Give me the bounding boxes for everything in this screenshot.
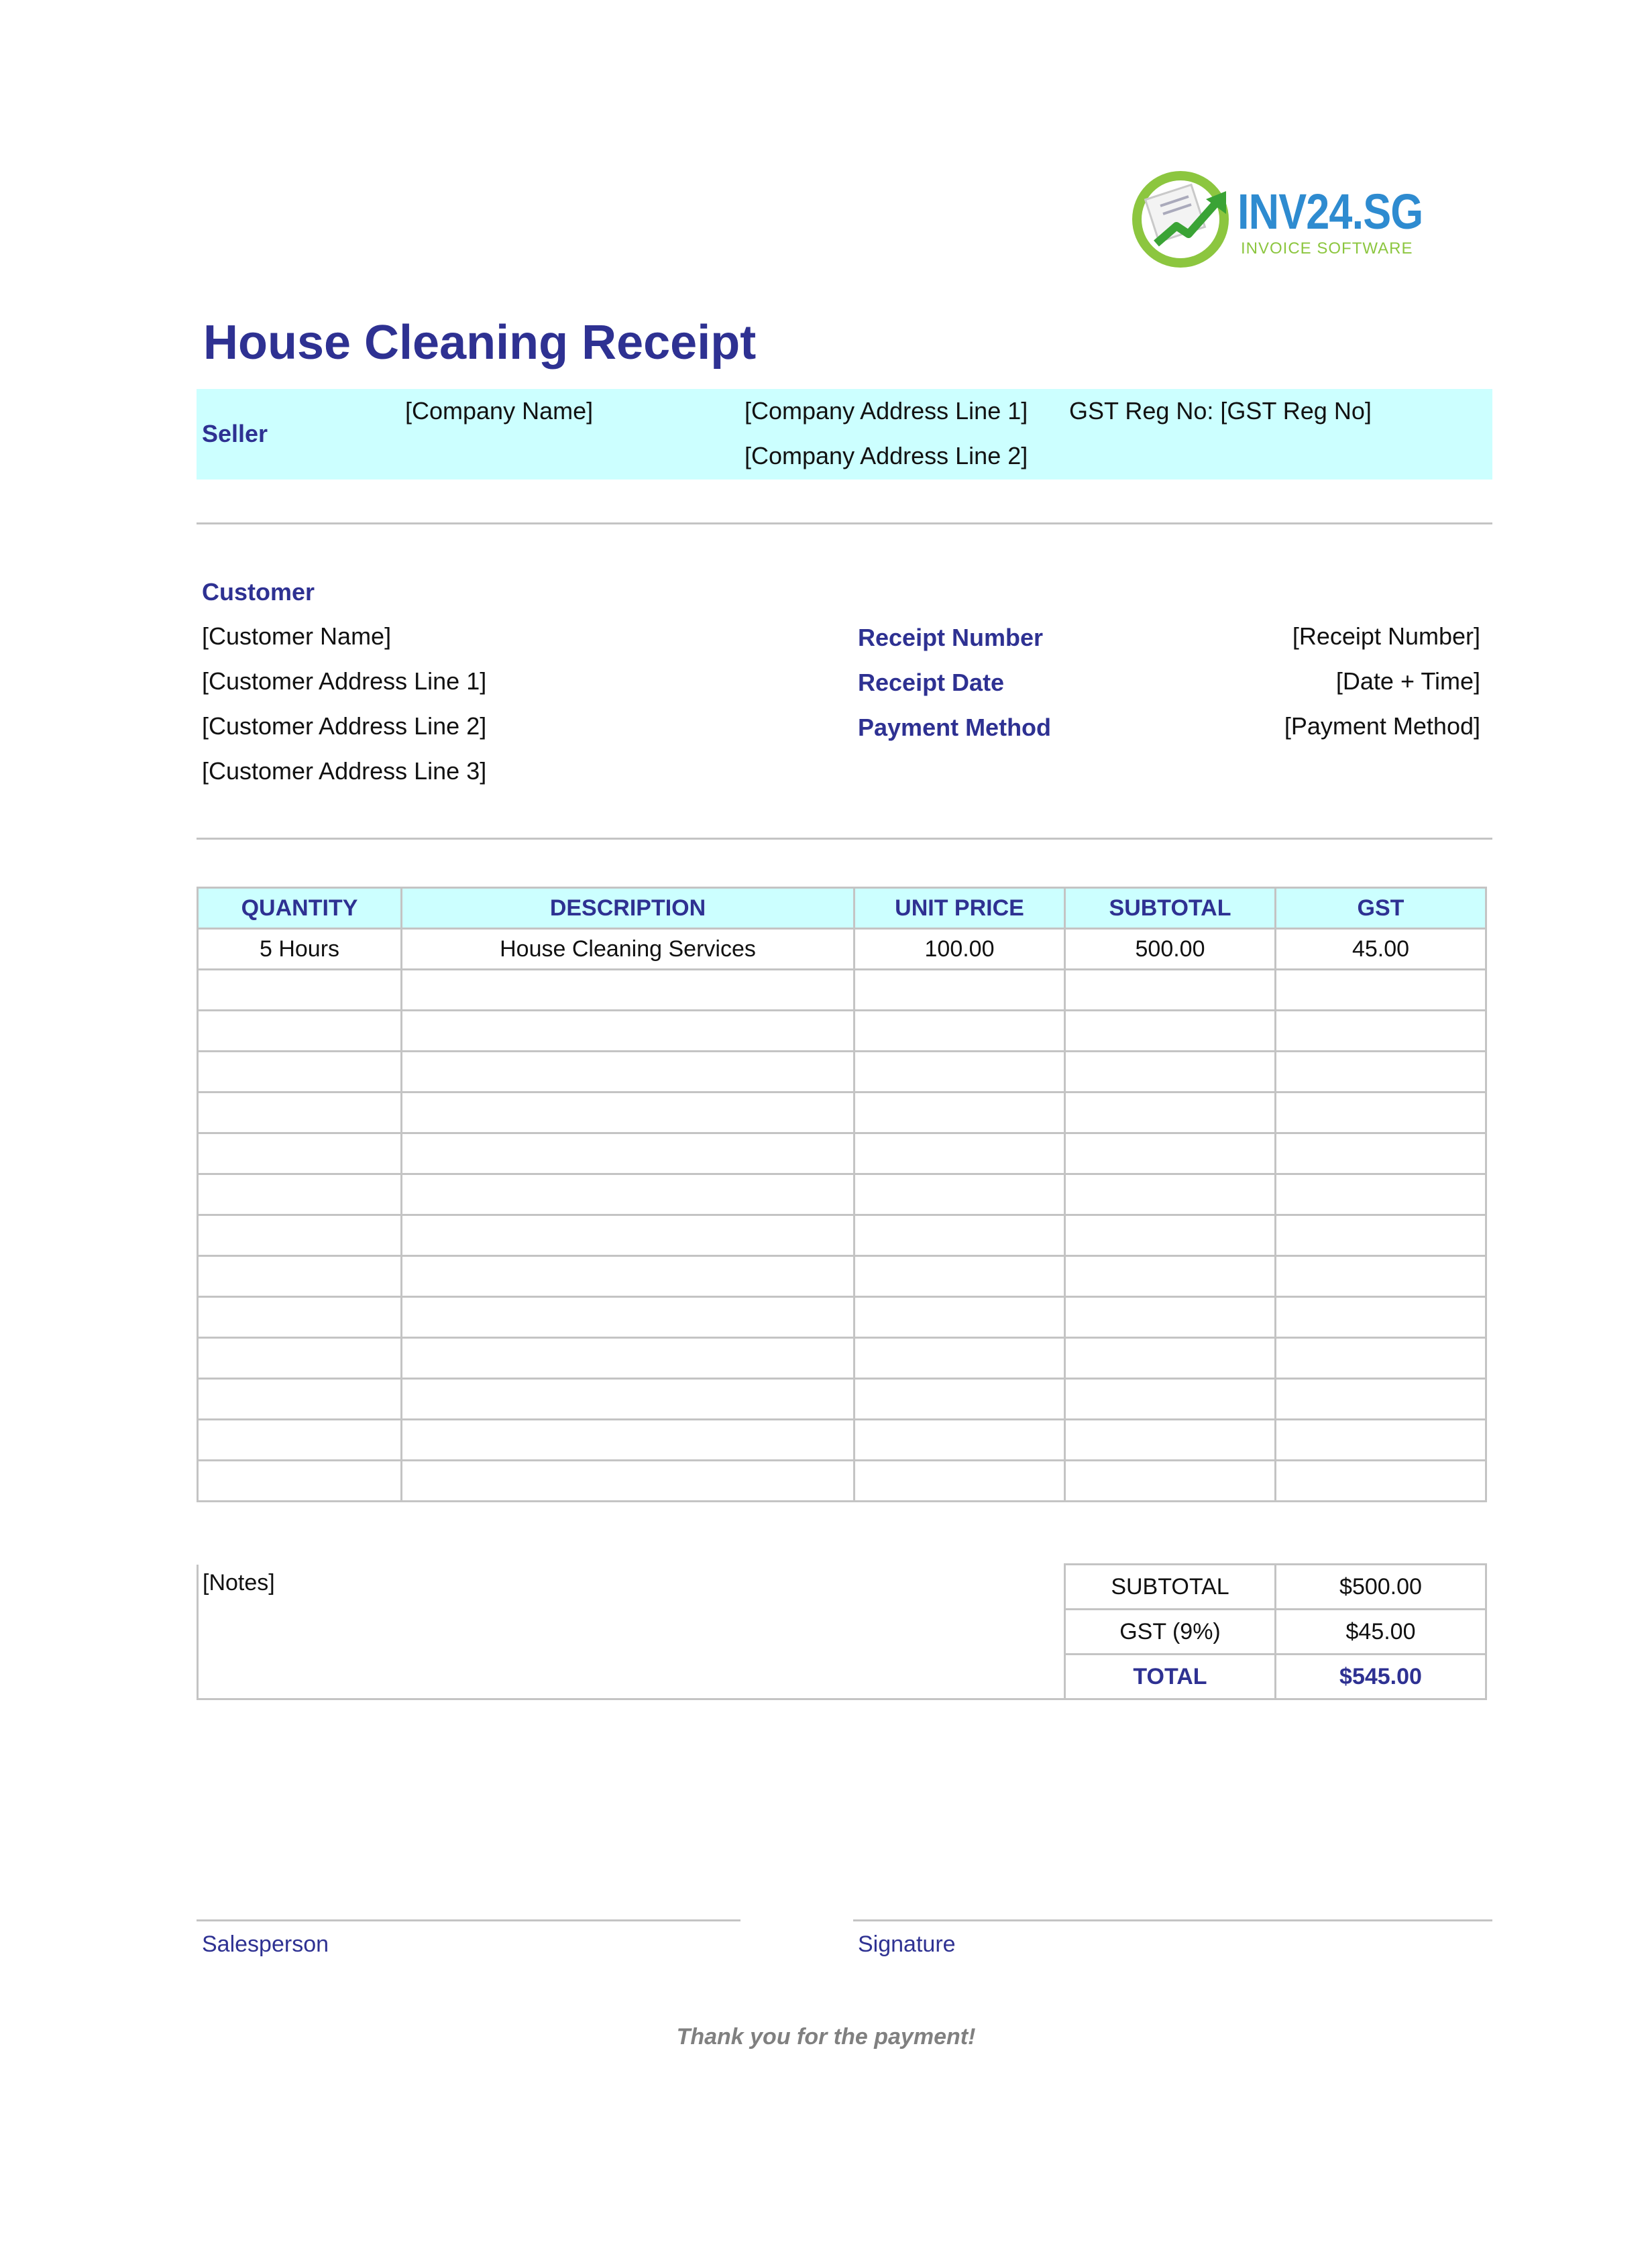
table-row: [198, 1379, 1486, 1420]
gst-value: $45.00: [1276, 1610, 1486, 1655]
cell-description[interactable]: [402, 1092, 855, 1133]
col-header-gst: GST: [1276, 888, 1486, 929]
customer-label: Customer: [202, 578, 315, 606]
cell-description[interactable]: [402, 1256, 855, 1297]
items-table: [197, 887, 1487, 1502]
table-row: [198, 1092, 1486, 1133]
cell-gst[interactable]: [1276, 1338, 1486, 1379]
cell-quantity[interactable]: [198, 1256, 402, 1297]
cell-quantity[interactable]: [198, 1011, 402, 1052]
customer-address-line-1[interactable]: [Customer Address Line 1]: [202, 667, 487, 695]
cell-subtotal[interactable]: [1065, 1379, 1276, 1420]
cell-description[interactable]: [402, 1011, 855, 1052]
company-logo: [1127, 164, 1449, 272]
cell-gst[interactable]: [1276, 1420, 1486, 1461]
payment-method-label: Payment Method: [858, 714, 1052, 741]
cell-gst[interactable]: [1276, 970, 1486, 1011]
cell-unit-price[interactable]: [855, 1133, 1065, 1174]
customer-name[interactable]: [Customer Name]: [202, 622, 392, 650]
customer-address-line-3[interactable]: [Customer Address Line 3]: [202, 757, 487, 785]
total-label: TOTAL: [1065, 1655, 1276, 1699]
table-row: [198, 1011, 1486, 1052]
signature-label: Signature: [858, 1931, 956, 1957]
table-row: [198, 1297, 1486, 1338]
logo-tagline: INVOICE SOFTWARE: [1241, 239, 1413, 258]
subtotal-label: SUBTOTAL: [1065, 1565, 1276, 1610]
divider: [197, 522, 1492, 524]
cell-subtotal[interactable]: [1065, 1052, 1276, 1092]
customer-address-line-2[interactable]: [Customer Address Line 2]: [202, 712, 487, 740]
cell-gst[interactable]: [1276, 1297, 1486, 1338]
cell-unit-price[interactable]: [855, 1092, 1065, 1133]
table-header-row: [198, 888, 1486, 929]
cell-quantity[interactable]: 5 Hours: [198, 929, 402, 970]
cell-quantity[interactable]: [198, 1215, 402, 1256]
cell-quantity[interactable]: [198, 970, 402, 1011]
cell-description[interactable]: [402, 1133, 855, 1174]
table-row: [198, 1420, 1486, 1461]
cell-gst[interactable]: [1276, 1052, 1486, 1092]
cell-quantity[interactable]: [198, 1338, 402, 1379]
cell-subtotal[interactable]: [1065, 1011, 1276, 1052]
cell-gst[interactable]: [1276, 1011, 1486, 1052]
cell-subtotal[interactable]: [1065, 1092, 1276, 1133]
table-row: [198, 1174, 1486, 1215]
table-row: [198, 1052, 1486, 1092]
seller-label: Seller: [202, 420, 268, 447]
gst-label: GST (9%): [1065, 1610, 1276, 1655]
logo-icon: [1127, 164, 1234, 272]
table-row: [198, 1215, 1486, 1256]
cell-description[interactable]: [402, 1420, 855, 1461]
cell-unit-price[interactable]: [855, 1011, 1065, 1052]
col-header-quantity: QUANTITY: [198, 888, 402, 929]
table-row: [198, 1133, 1486, 1174]
col-header-unit-price: UNIT PRICE: [855, 888, 1065, 929]
cell-description[interactable]: [402, 1215, 855, 1256]
cell-gst[interactable]: 45.00: [1276, 929, 1486, 970]
cell-description[interactable]: [402, 1461, 855, 1502]
cell-unit-price[interactable]: [855, 1420, 1065, 1461]
col-header-description: DESCRIPTION: [402, 888, 855, 929]
cell-description[interactable]: [402, 1338, 855, 1379]
cell-unit-price[interactable]: [855, 1052, 1065, 1092]
cell-quantity[interactable]: [198, 1092, 402, 1133]
salesperson-line: [197, 1919, 740, 1921]
cell-quantity[interactable]: [198, 1379, 402, 1420]
cell-unit-price[interactable]: [855, 970, 1065, 1011]
payment-method-value[interactable]: [Payment Method]: [1284, 712, 1480, 740]
cell-unit-price[interactable]: [855, 1215, 1065, 1256]
cell-unit-price[interactable]: 100.00: [855, 929, 1065, 970]
cell-description[interactable]: [402, 1052, 855, 1092]
notes-field[interactable]: [Notes]: [198, 1565, 1065, 1699]
cell-subtotal[interactable]: [1065, 1133, 1276, 1174]
receipt-number-label: Receipt Number: [858, 624, 1044, 651]
cell-quantity[interactable]: [198, 1461, 402, 1502]
summary-table: [197, 1563, 1487, 1700]
table-row: [198, 1338, 1486, 1379]
cell-quantity[interactable]: [198, 1052, 402, 1092]
signature-line: [853, 1919, 1492, 1921]
cell-quantity[interactable]: [198, 1174, 402, 1215]
subtotal-value: $500.00: [1276, 1565, 1486, 1610]
cell-gst[interactable]: [1276, 1215, 1486, 1256]
cell-description[interactable]: [402, 1174, 855, 1215]
cell-description[interactable]: [402, 1297, 855, 1338]
cell-gst[interactable]: [1276, 1174, 1486, 1215]
cell-subtotal[interactable]: [1065, 1256, 1276, 1297]
cell-quantity[interactable]: [198, 1420, 402, 1461]
cell-subtotal[interactable]: [1065, 1297, 1276, 1338]
cell-description[interactable]: [402, 1379, 855, 1420]
cell-unit-price[interactable]: [855, 1297, 1065, 1338]
table-row: [198, 1461, 1486, 1502]
company-name[interactable]: [Company Name]: [405, 397, 594, 425]
cell-subtotal[interactable]: [1065, 1461, 1276, 1502]
cell-subtotal[interactable]: [1065, 1174, 1276, 1215]
cell-gst[interactable]: [1276, 1379, 1486, 1420]
table-row: [198, 970, 1486, 1011]
total-value: $545.00: [1276, 1655, 1486, 1699]
salesperson-label: Salesperson: [202, 1931, 329, 1957]
divider: [197, 838, 1492, 840]
receipt-date-label: Receipt Date: [858, 669, 1005, 696]
gst-reg-no[interactable]: GST Reg No: [GST Reg No]: [1069, 397, 1372, 425]
cell-subtotal[interactable]: [1065, 1420, 1276, 1461]
col-header-subtotal: SUBTOTAL: [1065, 888, 1276, 929]
receipt-date-value[interactable]: [Date + Time]: [1335, 667, 1480, 695]
page-title: House Cleaning Receipt: [203, 316, 757, 370]
company-address-line-2[interactable]: [Company Address Line 2]: [745, 442, 1028, 469]
thank-you-message: Thank you for the payment!: [676, 2024, 976, 2050]
cell-subtotal[interactable]: [1065, 970, 1276, 1011]
cell-unit-price[interactable]: [855, 1461, 1065, 1502]
cell-unit-price[interactable]: [855, 1256, 1065, 1297]
cell-unit-price[interactable]: [855, 1338, 1065, 1379]
cell-description[interactable]: House Cleaning Services: [402, 929, 855, 970]
table-row: [198, 929, 1486, 970]
logo-brand: INV24.SG: [1237, 184, 1423, 239]
cell-quantity[interactable]: [198, 1133, 402, 1174]
cell-unit-price[interactable]: [855, 1174, 1065, 1215]
receipt-number-value[interactable]: [Receipt Number]: [1292, 622, 1480, 650]
cell-gst[interactable]: [1276, 1461, 1486, 1502]
cell-quantity[interactable]: [198, 1297, 402, 1338]
cell-subtotal[interactable]: 500.00: [1065, 929, 1276, 970]
company-address-line-1[interactable]: [Company Address Line 1]: [745, 397, 1028, 425]
table-row: [198, 1256, 1486, 1297]
cell-gst[interactable]: [1276, 1256, 1486, 1297]
cell-subtotal[interactable]: [1065, 1338, 1276, 1379]
cell-unit-price[interactable]: [855, 1379, 1065, 1420]
cell-subtotal[interactable]: [1065, 1215, 1276, 1256]
cell-gst[interactable]: [1276, 1092, 1486, 1133]
cell-gst[interactable]: [1276, 1133, 1486, 1174]
cell-description[interactable]: [402, 970, 855, 1011]
